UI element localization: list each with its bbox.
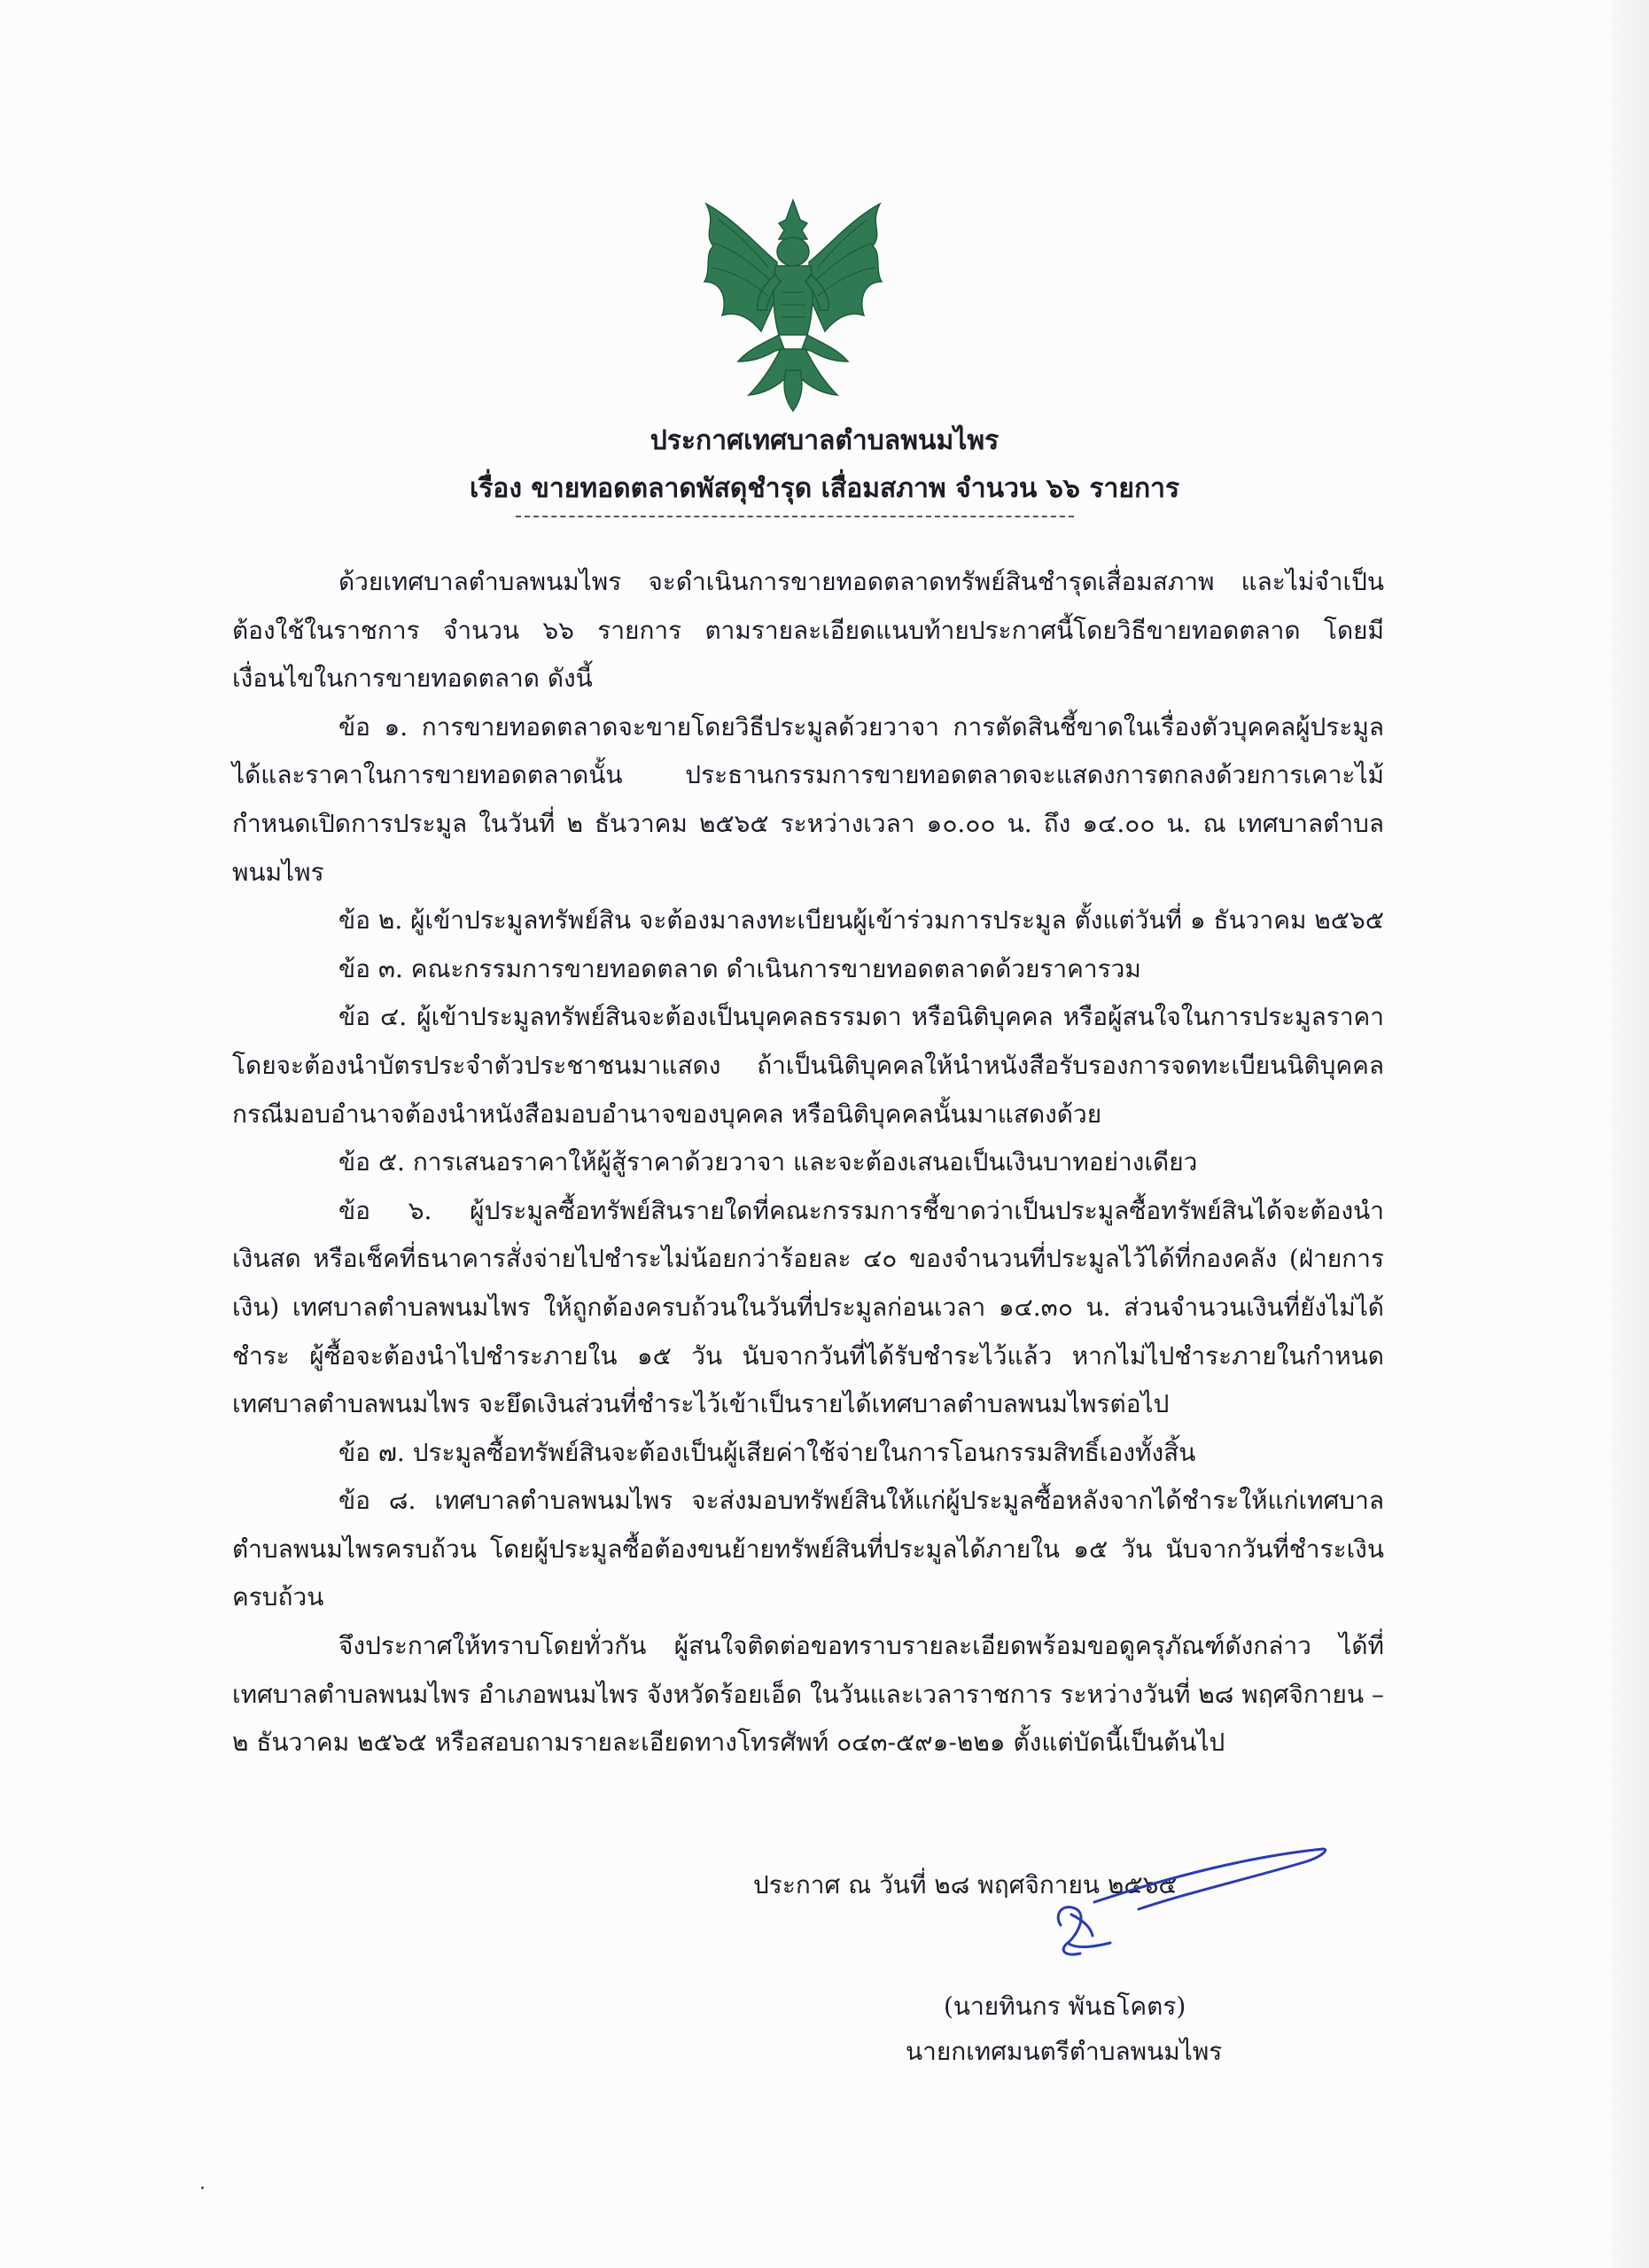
paragraph-clause-1: ข้อ ๑. การขายทอดตลาดจะขายโดยวิธีประมูลด้วยวาจา การตัดสินชี้ขาดในเรื่องตัวบุคคลผู้ประมูลได้และราคาในการขายทอดตลาดนั้น ประธานกรรมการขายทอดตลาดจะแสดงการตกลงด้วยการเคาะไม้ กำหนดเปิดการประมูล ในวันที่ ๒ ธันวาคม ๒๕๖๕ ระหว่างเวลา ๑๐.๐๐ น. ถึง ๑๔.๐๐ น. ณ เทศบาลตำบลพนมไพร [232,711,1384,887]
paragraph-clause-5: ข้อ ๕. การเสนอราคาให้ผู้สู้ราคาด้วยวาจา และจะต้องเสนอเป็นเงินบาทอย่างเดียว [338,1147,1198,1177]
signatory-position: นายกเทศมนตรีตำบลพนมไพร [906,2037,1223,2066]
document-title: ประกาศเทศบาลตำบลพนมไพร [649,425,1000,456]
signatory-name: (นายทินกร พันธโคตร) [944,1992,1186,2021]
document-body [232,558,1384,1767]
scan-edge [1612,0,1649,2268]
announcement-date: ประกาศ ณ วันที่ ๒๘ พฤศจิกายน ๒๕๖๕ [753,1870,1178,1899]
document-subject: เรื่อง ขายทอดตลาดพัสดุชำรุด เสื่อมสภาพ จำนวน ๖๖ รายการ [469,473,1180,504]
paragraph-intro: ด้วยเทศบาลตำบลพนมไพร จะดำเนินการขายทอดตลาดทรัพย์สินชำรุดเสื่อมสภาพ และไม่จำเป็นต้องใช้ในราชการ จำนวน ๖๖ รายการ ตามรายละเอียดแนบท้ายประกาศนี้โดยวิธีขายทอดตลาด โดยมีเงื่อนไขในการขายทอดตลาด ดังนี้ [232,567,1384,694]
garuda-emblem-icon [687,193,899,418]
title-divider [516,516,1074,517]
paragraph-clause-6: ข้อ ๖. ผู้ประมูลซื้อทรัพย์สินรายใดที่คณะกรรมการชี้ขาดว่าเป็นประมูลซื้อทรัพย์สินได้จะต้องนำเงินสด หรือเช็คที่ธนาคารสั่งจ่ายไปชำระไม่น้อยกว่าร้อยละ ๔๐ ของจำนวนที่ประมูลไว้ได้ที่กองคลัง (ฝ่ายการเงิน) เทศบาลตำบลพนมไพร ให้ถูกต้องครบถ้วนในวันที่ประมูลก่อนเวลา ๑๔.๓๐ น. ส่วนจำนวนเงินที่ยังไม่ได้ชำระ ผู้ซื้อจะต้องนำไปชำระภายใน ๑๕ วัน นับจากวันที่ได้รับชำระไว้แล้ว หากไม่ไปชำระภายในกำหนด เทศบาลตำบลพนมไพร จะยึดเงินส่วนที่ชำระไว้เข้าเป็นรายได้เทศบาลตำบลพนมไพรต่อไป [232,1195,1384,1419]
paragraph-clause-2: ข้อ ๒. ผู้เข้าประมูลทรัพย์สิน จะต้องมาลงทะเบียนผู้เข้าร่วมการประมูล ตั้งแต่วันที่ ๑ ธันวาคม ๒๕๖๕ [338,905,1384,936]
paragraph-clause-7: ข้อ ๗. ประมูลซื้อทรัพย์สินจะต้องเป็นผู้เสียค่าใช้จ่ายในการโอนกรรมสิทธิ์เองทั้งสิ้น [338,1437,1196,1467]
scan-speck [201,2186,204,2189]
handwritten-signature-icon [1041,1838,1334,1962]
paragraph-clause-4: ข้อ ๔. ผู้เข้าประมูลทรัพย์สินจะต้องเป็นบุคคลธรรมดา หรือนิติบุคคล หรือผู้สนใจในการประมูลราคา โดยจะต้องนำบัตรประจำตัวประชาชนมาแสดง ถ้าเป็นนิติบุคคลให้นำหนังสือรับรองการจดทะเบียนนิติบุคคล กรณีมอบอำนาจต้องนำหนังสือมอบอำนาจของบุคคล หรือนิติบุคคลนั้นมาแสดงด้วย [232,1002,1384,1129]
paragraph-clause-3: ข้อ ๓. คณะกรรมการขายทอดตลาด ดำเนินการขายทอดตลาดด้วยราคารวม [338,953,1141,983]
paragraph-closing: จึงประกาศให้ทราบโดยทั่วกัน ผู้สนใจติดต่อขอทราบรายละเอียดพร้อมขอดูครุภัณฑ์ดังกล่าว ได้ที่เทศบาลตำบลพนมไพร อำเภอพนมไพร จังหวัดร้อยเอ็ด ในวันและเวลาราชการ ระหว่างวันที่ ๒๘ พฤศจิกายน – ๒ ธันวาคม ๒๕๖๕ หรือสอบถามรายละเอียดทางโทรศัพท์ ๐๔๓-๕๙๑-๒๒๑ ตั้งแต่บัดนี้เป็นต้นไป [232,1631,1384,1758]
paragraph-clause-8: ข้อ ๘. เทศบาลตำบลพนมไพร จะส่งมอบทรัพย์สินให้แก่ผู้ประมูลซื้อหลังจากได้ชำระให้แก่เทศบาลตำบลพนมไพรครบถ้วน โดยผู้ประมูลซื้อต้องขนย้ายทรัพย์สินที่ประมูลได้ภายใน ๑๕ วัน นับจากวันที่ชำระเงินครบถ้วน [232,1486,1384,1612]
